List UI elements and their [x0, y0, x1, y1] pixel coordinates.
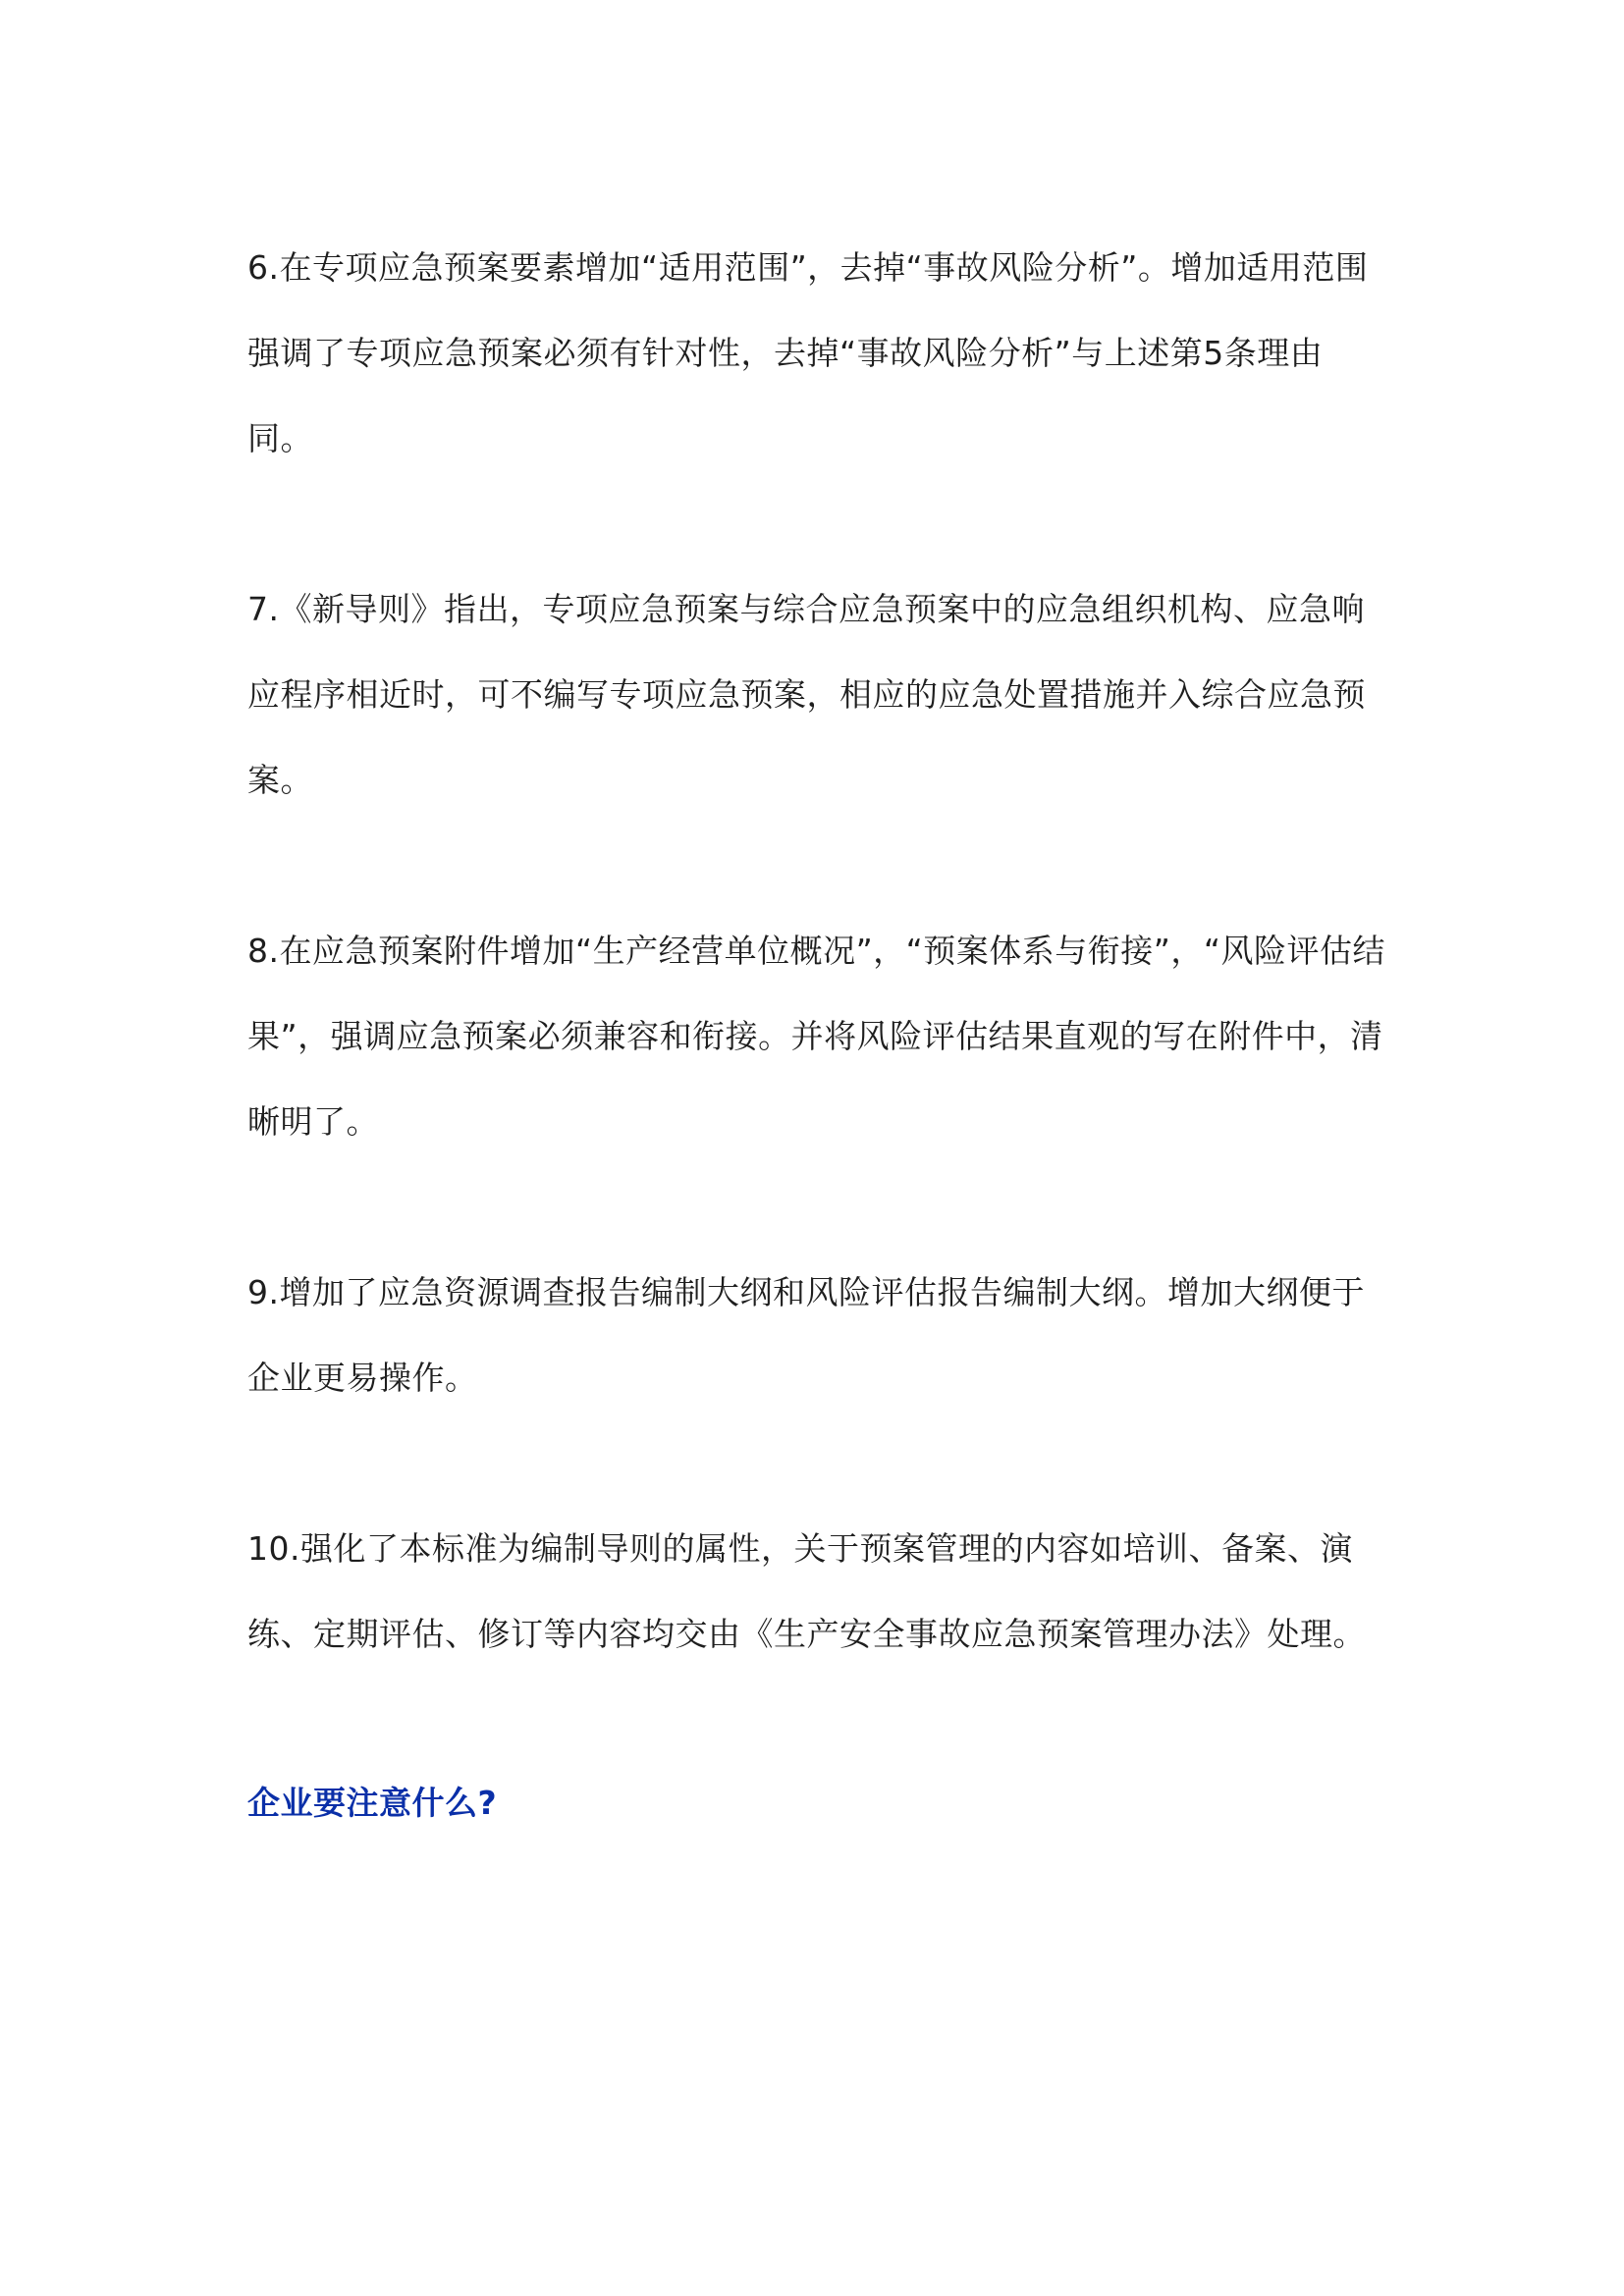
paragraph-item-7: 7.《新导则》指出，专项应急预案与综合应急预案中的应急组织机构、应急响应程序相近时，可不编写专项应急预案，相应的应急处置措施并入综合应急预案。 [247, 590, 1366, 799]
paragraph-item-8: 8.在应急预案附件增加“生产经营单位概况”，“预案体系与衔接”，“风险评估结果”，强调应急预案必须兼容和衔接。并将风险评估结果直观的写在附件中，清晰明了。 [247, 932, 1385, 1141]
paragraph-item-6: 6.在专项应急预案要素增加“适用范围”，去掉“事故风险分析”。增加适用范围强调了专项应急预案必须有针对性，去掉“事故风险分析”与上述第5条理由同。 [247, 248, 1369, 457]
paragraph-item-9: 9.增加了应急资源调查报告编制大纲和风险评估报告编制大纲。增加大纲便于企业更易操作。 [247, 1273, 1365, 1397]
section-heading: 企业要注意什么? [247, 1784, 498, 1822]
paragraph-item-10: 10.强化了本标准为编制导则的属性，关于预案管理的内容如培训、备案、演练、定期评估、修订等内容均交由《生产安全事故应急预案管理办法》处理。 [247, 1529, 1366, 1653]
document-body [247, 225, 1386, 1845]
